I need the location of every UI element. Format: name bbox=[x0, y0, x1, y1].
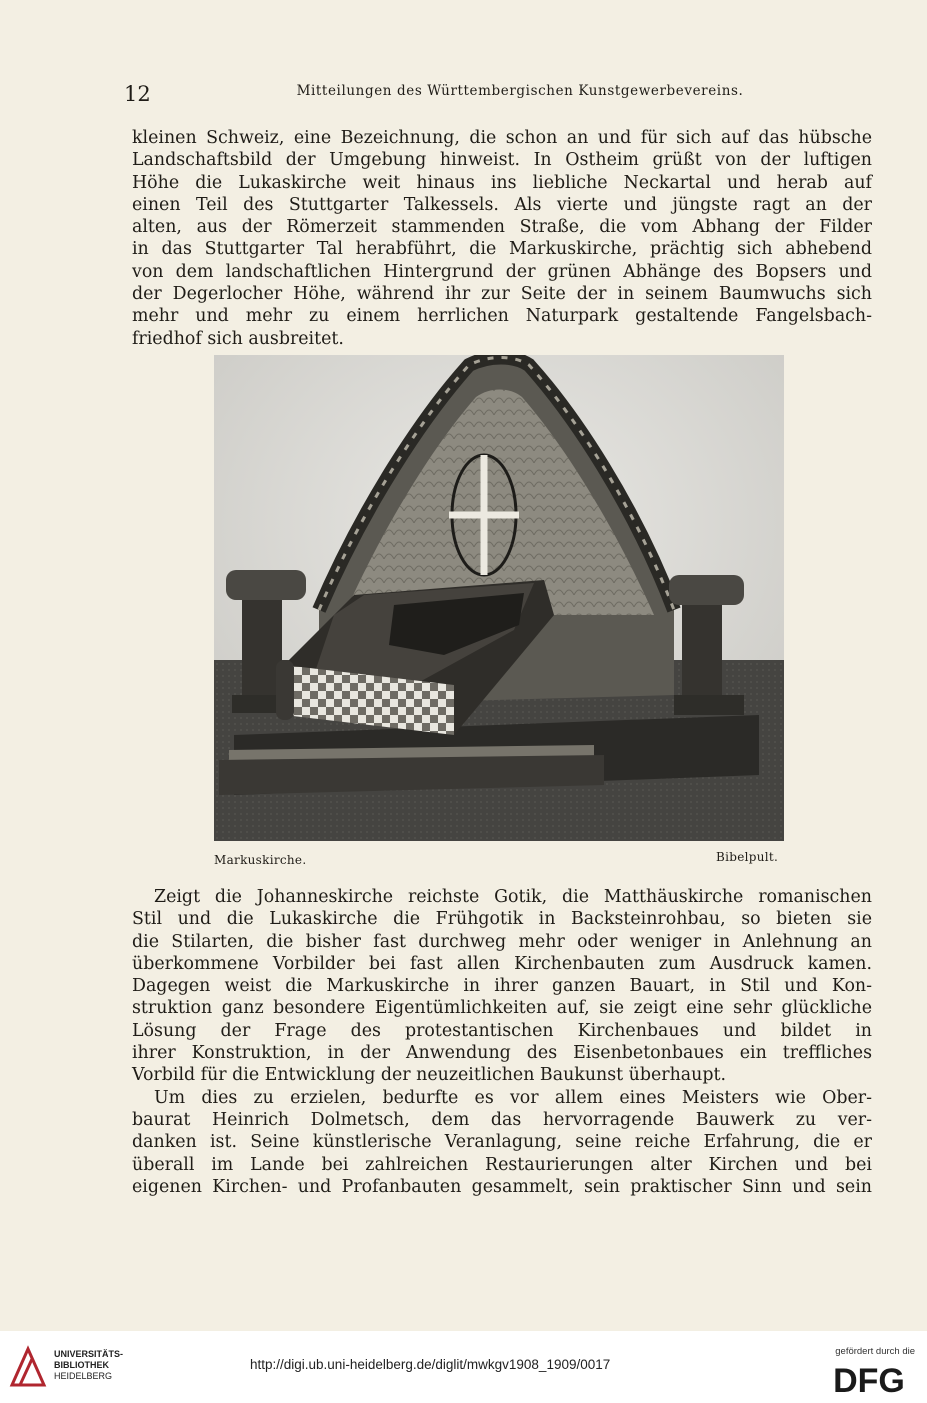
text-line: mehr und mehr zu einem herrlichen Naturpark gestaltende Fangelsbach- bbox=[132, 306, 872, 327]
text-line: der Degerlocher Höhe, während ihr zur Seite der in seinem Baumwuchs sich bbox=[132, 284, 872, 305]
paragraph-2 bbox=[132, 886, 872, 1198]
text-line: friedhof sich ausbreitet. bbox=[132, 328, 344, 349]
university-library-logo-icon bbox=[8, 1345, 48, 1389]
text-line: struktion ganz besondere Eigentümlichkeiten auf, sie zeigt eine sehr glückliche bbox=[132, 998, 872, 1019]
text-line: Stil und die Lukaskirche die Frühgotik in Backsteinrohbau, so bieten sie bbox=[132, 909, 872, 930]
text-line: in das Stuttgarter Tal herabführt, die Markuskirche, prächtig sich abhebend bbox=[132, 239, 872, 260]
text-line: kleinen Schweiz, eine Bezeichnung, die schon an und für sich auf das hübsche bbox=[132, 128, 872, 148]
text-line: die Stilarten, die bisher fast durchweg mehr oder weniger in Anlehnung an bbox=[132, 931, 872, 952]
running-title: Mitteilungen des Württembergischen Kunstgewerbevereins. bbox=[296, 83, 744, 99]
text-line: alten, aus der Römerzeit stammenden Straße, die vom Abhang der Filder bbox=[132, 217, 872, 238]
text-line: Landschaftsbild der Umgebung hinweist. In Ostheim grüßt von der luftigen bbox=[132, 150, 872, 171]
text-line: überkommene Vorbilder bei fast allen Kirchenbauten zum Ausdruck kamen. bbox=[132, 953, 872, 974]
figure-caption-left: Markuskirche. bbox=[214, 853, 307, 867]
dfg-logo-text: DFG bbox=[833, 1362, 905, 1398]
text-line: danken ist. Seine künstlerische Veranlagung, seine reiche Erfahrung, die er bbox=[132, 1132, 872, 1153]
bible-lectern-photo bbox=[214, 355, 784, 841]
text-line: Zeigt die Johanneskirche reichste Gotik, die Matthäuskirche romanischen bbox=[154, 887, 872, 907]
text-line: Dagegen weist die Markuskirche in ihrer ganzen Bauart, in Stil und Kon- bbox=[132, 976, 872, 997]
text-line: Lösung der Frage des protestantischen Kirchenbaues und bildet in bbox=[132, 1020, 872, 1041]
figure-caption-right: Bibelpult. bbox=[716, 850, 779, 864]
paragraph-1 bbox=[132, 127, 872, 350]
text-line: einen Teil des Stuttgarter Talkessels. Als vierte und jüngste ragt an der bbox=[132, 194, 872, 215]
library-name: UNIVERSITÄTS- BIBLIOTHEK HEIDELBERG bbox=[54, 1349, 124, 1381]
text-line: Vorbild für die Entwicklung der neuzeitlichen Baukunst überhaupt. bbox=[132, 1065, 727, 1086]
text-line: eigenen Kirchen- und Profanbauten gesammelt, sein praktischer Sinn und sein bbox=[132, 1176, 872, 1197]
dfg-logo bbox=[823, 1362, 915, 1398]
text-line: von dem landschaftlichen Hintergrund der grünen Abhänge des Bopsers und bbox=[132, 261, 872, 282]
cross-ornament bbox=[449, 455, 519, 575]
text-line: überall im Lande bei zahlreichen Restaurierungen alter Kirchen und bei bbox=[132, 1154, 872, 1175]
text-line: Um dies zu erzielen, bedurfte es vor allem eines Meisters wie Ober- bbox=[154, 1087, 872, 1108]
digitization-footer bbox=[0, 1331, 927, 1403]
source-url-link[interactable]: http://digi.ub.uni-heidelberg.de/diglit/mwkgv1908_1909/0017 bbox=[250, 1357, 611, 1372]
text-line: baurat Heinrich Dolmetsch, dem das hervorragende Bauwerk zu ver- bbox=[132, 1109, 872, 1130]
text-line: Höhe die Lukaskirche weit hinaus ins liebliche Neckartal und herab auf bbox=[132, 172, 872, 193]
funding-label: gefördert durch die bbox=[835, 1346, 915, 1357]
text-line: ihrer Konstruktion, in der Anwendung des Eisenbetonbaues ein treffliches bbox=[132, 1043, 872, 1064]
page-number: 12 bbox=[124, 82, 151, 106]
